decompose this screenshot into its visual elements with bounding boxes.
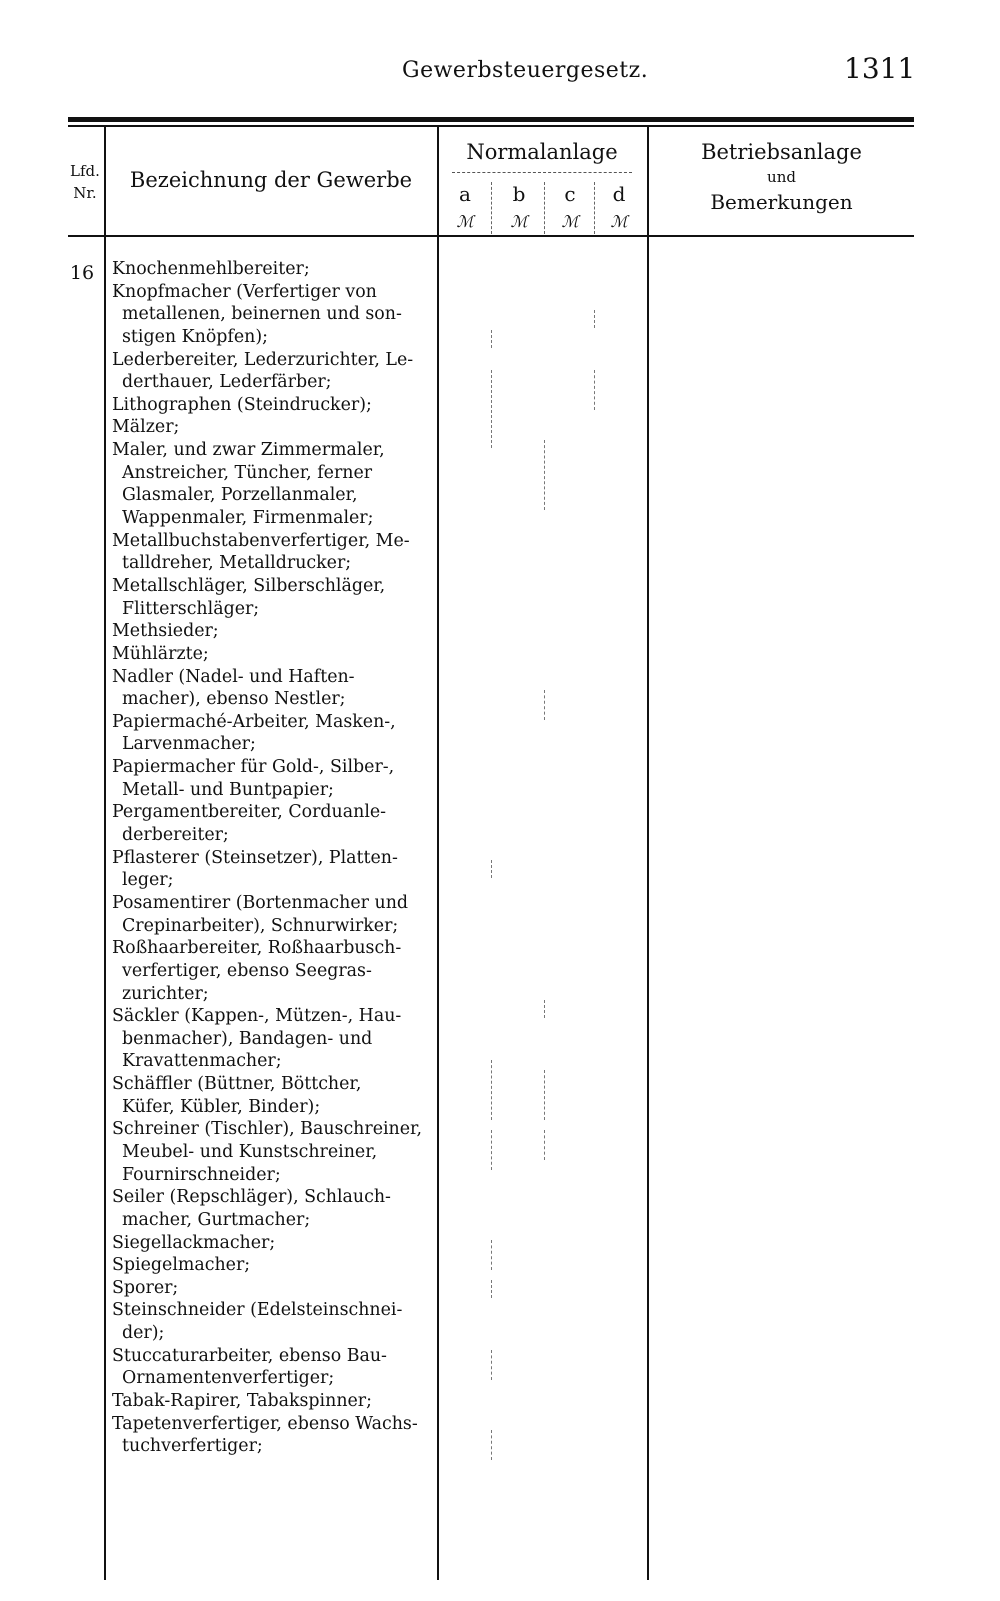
trade-line: derbereiter;: [122, 825, 229, 846]
trade-line: Säckler (Kappen-, Mützen-, Hau-: [112, 1006, 402, 1027]
dash-mark: [491, 1430, 492, 1460]
header-bottom-rule: [68, 235, 914, 237]
trade-line: derthauer, Lederfärber;: [122, 372, 332, 393]
trade-line: Schreiner (Tischler), Bauschreiner,: [112, 1119, 422, 1140]
trade-line: Tabak-Rapirer, Tabakspinner;: [112, 1391, 372, 1412]
trade-line: Glasmaler, Porzellanmaler,: [122, 485, 358, 506]
dash-mark: [491, 1130, 492, 1170]
trade-line: Kravattenmacher;: [122, 1051, 282, 1072]
header-unit-a: ℳ: [456, 212, 474, 231]
trade-line: Stuccaturarbeiter, ebenso Bau-: [112, 1345, 387, 1366]
trade-line: Pflasterer (Steinsetzer), Platten-: [112, 847, 398, 868]
trade-line: tuchverfertiger;: [122, 1436, 263, 1457]
dash-mark: [491, 1280, 492, 1298]
running-title: Gewerbsteuergesetz.: [402, 58, 649, 83]
dash-mark: [491, 1060, 492, 1120]
trade-line: macher, Gurtmacher;: [122, 1209, 311, 1230]
header-normalanlage: Normalanlage: [466, 140, 618, 164]
header-betriebsanlage-title: Betriebsanlage: [701, 140, 862, 164]
trade-line: Knochenmehlbereiter;: [112, 259, 310, 279]
trade-line: Anstreicher, Tüncher, ferner: [122, 462, 373, 483]
trade-line: Spiegelmacher;: [112, 1255, 251, 1276]
trade-line: Lederbereiter, Lederzurichter, Le-: [112, 349, 414, 370]
subcolumn-separator: [491, 182, 492, 234]
trade-line: Crepinarbeiter), Schnurwirker;: [122, 915, 399, 936]
dash-mark: [491, 370, 492, 448]
top-rule: [68, 117, 914, 122]
dash-mark: [544, 1130, 545, 1160]
trade-line: Mälzer;: [112, 417, 180, 438]
trade-line: Metallbuchstabenverfertiger, Me-: [112, 530, 410, 551]
dash-mark: [491, 860, 492, 878]
trade-line: Steinschneider (Edelsteinschnei-: [112, 1300, 403, 1321]
dash-mark: [491, 1240, 492, 1270]
top-rule-thin: [68, 125, 914, 127]
subcolumn-separator: [594, 182, 595, 234]
column-divider-nr: [104, 127, 106, 1580]
trade-line: leger;: [122, 870, 174, 891]
trade-list: [112, 258, 430, 1458]
trade-line: Küfer, Kübler, Binder);: [122, 1096, 321, 1117]
normalanlage-subrule: [452, 172, 632, 174]
dash-mark: [594, 310, 595, 328]
dash-mark: [491, 1350, 492, 1380]
trade-line: talldreher, Metalldrucker;: [122, 553, 352, 574]
trade-line: Metallschläger, Silberschläger,: [112, 575, 386, 596]
running-head: [0, 52, 1000, 92]
trade-line: metallenen, beinernen und son-: [122, 304, 402, 325]
trade-line: Sporer;: [112, 1277, 179, 1298]
dash-mark: [491, 330, 492, 348]
trade-line: Meubel- und Kunstschreiner,: [122, 1141, 378, 1162]
trade-line: Papiermaché-Arbeiter, Masken-,: [112, 711, 396, 732]
trade-line: Metall- und Buntpapier;: [122, 779, 334, 800]
trade-line: Maler, und zwar Zimmermaler,: [112, 440, 385, 461]
trade-line: benmacher), Bandagen- und: [122, 1028, 373, 1049]
trade-line: Tapetenverfertiger, ebenso Wachs-: [112, 1413, 418, 1434]
entry-number: 16: [69, 262, 95, 284]
trade-line: Wappenmaler, Firmenmaler;: [122, 508, 374, 529]
trade-line: Ornamentenverfertiger;: [122, 1368, 335, 1389]
trade-line: macher), ebenso Nestler;: [122, 689, 346, 710]
trade-line: stigen Knöpfen);: [122, 326, 268, 347]
header-unit-d: ℳ: [610, 212, 628, 231]
dash-mark: [544, 690, 545, 720]
header-col-a: a: [459, 182, 471, 206]
dash-mark: [594, 370, 595, 410]
dash-mark: [544, 440, 545, 510]
header-lfd-nr: [66, 160, 104, 204]
trade-line: der);: [122, 1323, 165, 1344]
trade-line: Seiler (Repschläger), Schlauch-: [112, 1187, 391, 1208]
trade-line: verfertiger, ebenso Seegras-: [122, 960, 372, 981]
trade-line: Mühlärzte;: [112, 643, 209, 664]
subcolumn-separator: [544, 182, 545, 234]
header-bezeichnung: Bezeichnung der Gewerbe: [129, 168, 413, 192]
trade-line: Papiermacher für Gold-, Silber-,: [112, 757, 395, 778]
header-und: und: [767, 168, 796, 186]
header-lfd: Lfd.: [70, 162, 100, 180]
header-betriebsanlage: [649, 140, 914, 214]
dash-mark: [544, 1000, 545, 1018]
trade-line: Nadler (Nadel- und Haften-: [112, 666, 355, 687]
header-unit-b: ℳ: [510, 212, 528, 231]
header-nr: Nr.: [73, 184, 97, 202]
trade-line: Roßhaarbereiter, Roßhaarbusch-: [112, 938, 402, 959]
trade-line: zurichter;: [122, 983, 209, 1004]
trade-line: Posamentirer (Bortenmacher und: [112, 892, 409, 913]
trade-line: Knopfmacher (Verfertiger von: [112, 281, 377, 302]
trade-line: Flitterschläger;: [122, 598, 260, 619]
trade-line: Larvenmacher;: [122, 734, 256, 755]
header-col-c: c: [564, 182, 576, 206]
trade-line: Siegellackmacher;: [112, 1232, 276, 1253]
page-number: 1311: [844, 52, 916, 85]
header-col-b: b: [512, 182, 526, 206]
trade-line: Pergamentbereiter, Corduanle-: [112, 802, 387, 823]
column-divider-bezeichnung: [437, 127, 439, 1580]
trade-line: Fournirschneider;: [122, 1164, 281, 1185]
header-col-d: d: [612, 182, 626, 206]
column-divider-normalanlage: [647, 127, 649, 1580]
header-bemerkungen: Bemerkungen: [710, 190, 853, 214]
trade-line: Methsieder;: [112, 621, 219, 642]
trade-line: Lithographen (Steindrucker);: [112, 394, 372, 415]
header-unit-c: ℳ: [561, 212, 579, 231]
dash-mark: [544, 1070, 545, 1120]
trade-line: Schäffler (Büttner, Böttcher,: [112, 1074, 362, 1095]
